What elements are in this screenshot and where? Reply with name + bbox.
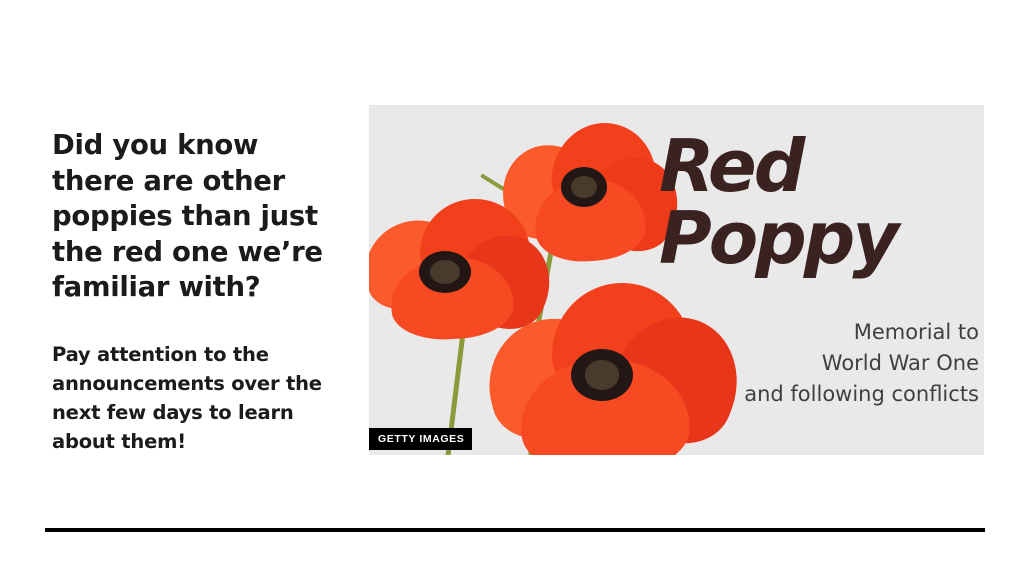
headline-text: Did you know there are other poppies than just the red one we’re familiar with?	[52, 129, 323, 303]
text-column	[52, 128, 344, 453]
image-title-line-2: Poppy	[659, 196, 897, 281]
image-title-line-1: Red	[659, 124, 803, 208]
flower-center	[561, 167, 607, 207]
poppy-image	[369, 105, 984, 455]
flower-center	[419, 251, 471, 293]
caption-line-1: Memorial to	[853, 320, 979, 344]
caption-line-2: World War One	[821, 351, 979, 375]
subtext-paragraph: Pay attention to the announcements over the next few days to learn about them!	[52, 343, 322, 453]
bottom-divider	[45, 528, 985, 532]
image-title	[659, 124, 979, 281]
caption-line-3: and following conflicts	[744, 382, 979, 406]
image-caption	[659, 317, 979, 410]
flower-center	[571, 349, 633, 401]
getty-watermark: GETTY IMAGES	[369, 428, 472, 450]
